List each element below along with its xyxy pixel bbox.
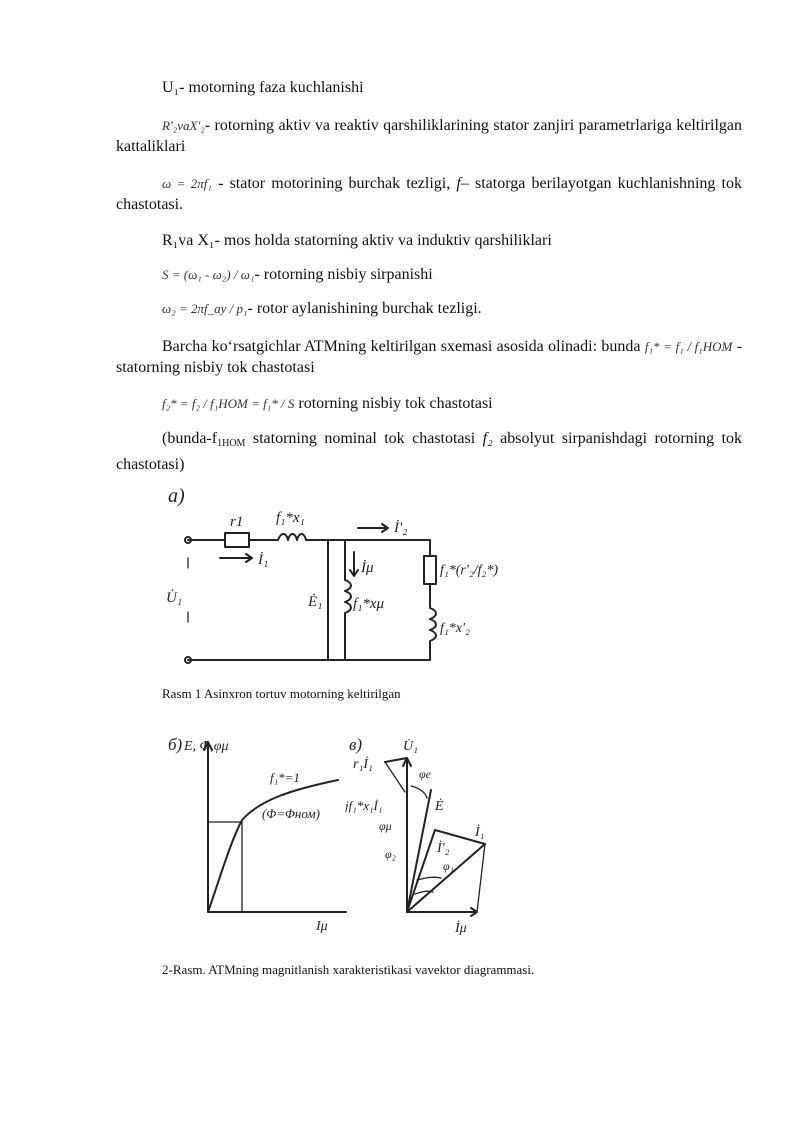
axis-x-label: Iμ bbox=[316, 919, 328, 934]
arrow-imu bbox=[350, 552, 358, 576]
paragraph-bunda bbox=[116, 428, 742, 475]
text-slip: - rotorning nisbiy sirpanishi bbox=[254, 266, 433, 283]
label-vec-r1i1: r₁İ₁ bbox=[353, 757, 373, 772]
vector-imu bbox=[407, 908, 477, 916]
text-omega2: - rotor aylanishining burchak tezligi. bbox=[247, 300, 482, 317]
vector-jfx bbox=[385, 762, 405, 792]
paragraph-f2-rel bbox=[116, 393, 742, 414]
paragraph-r1-x1 bbox=[116, 230, 742, 251]
label-vec-jfx: jf₁*x₁İ₁ bbox=[345, 798, 383, 813]
vector-i1-projection bbox=[477, 844, 485, 912]
caption-figure2: 2-Rasm. ATMning magnitlanish xarakteristikasi vavektor diagrammasi. bbox=[162, 962, 535, 977]
text-f2-rel: rotorning nisbiy tok chastotasi bbox=[294, 395, 493, 412]
label-i2: İ'₂ bbox=[394, 520, 408, 536]
text-bunda-a: (bunda-f bbox=[162, 430, 218, 447]
formula-slip: S = (ω₁ - ω₂) / ω₁ bbox=[162, 267, 255, 282]
label-vec-e: Ė bbox=[435, 799, 444, 814]
fig2v-panel-label: в) bbox=[349, 735, 363, 754]
figure-vector-diagram bbox=[345, 728, 505, 938]
figure-magnetization-curve bbox=[160, 728, 350, 938]
label-fr2: f₁*(r'₂/f₂*) bbox=[440, 563, 499, 578]
text-f1-rel: - statorning nisbiy tok chastotasi bbox=[116, 338, 743, 376]
caption-figure1: Rasm 1 Asinxron tortuv motorning keltirilgan bbox=[162, 686, 401, 701]
fig2b-panel-label: б) bbox=[168, 735, 183, 754]
figure-equivalent-circuit bbox=[160, 480, 520, 670]
resistor-r2 bbox=[424, 556, 436, 584]
text-u1: U₁- motorning faza kuchlanishi bbox=[162, 79, 364, 96]
label-phi-e: φe bbox=[419, 767, 431, 781]
text-omega: - stator motorining burchak tezligi, bbox=[211, 175, 457, 192]
text-barcha: Barcha ko‘rsatgichlar ATMning keltirilgan sxemasi asosida olinadi: bunda bbox=[162, 338, 641, 355]
paragraph-u1 bbox=[116, 77, 742, 98]
paragraph-slip bbox=[116, 264, 742, 285]
text-bunda-sub: 1HOM bbox=[217, 438, 246, 449]
fig1-panel-label: a) bbox=[168, 485, 185, 507]
vector-r1i1 bbox=[385, 758, 407, 762]
label-phi1: φ₁ bbox=[443, 859, 454, 873]
paragraph-r2-x2 bbox=[116, 115, 742, 157]
label-vec-i2: İ'₂ bbox=[437, 841, 450, 856]
label-imu: İμ bbox=[361, 560, 374, 576]
text-omega-f: f bbox=[456, 175, 461, 192]
inductor-xmu bbox=[345, 540, 351, 660]
label-vec-i1: İ₁ bbox=[475, 825, 485, 840]
arrow-i1 bbox=[220, 554, 252, 562]
arc-phi-e bbox=[411, 786, 427, 798]
paragraph-barcha bbox=[116, 336, 742, 378]
label-i1: İ₁ bbox=[258, 552, 269, 568]
label-vec-imu: İμ bbox=[455, 921, 467, 936]
text-omega-rest: – statorga berilayotgan kuchlanishning tok chastotasi. bbox=[116, 175, 742, 213]
curve-label-f1: f₁*=1 bbox=[270, 770, 300, 785]
formula-f1-rel: f₁* = f₁ / f₁НОМ bbox=[644, 339, 733, 354]
arc-phi1 bbox=[417, 877, 441, 880]
formula-omega2: ω₂ = 2πf_ay / p₁ bbox=[162, 301, 248, 316]
label-u1: U̇₁ bbox=[166, 590, 183, 606]
resistor-r1 bbox=[225, 533, 249, 547]
label-phi2: φ₂ bbox=[385, 847, 396, 861]
label-r1: r1 bbox=[230, 514, 244, 530]
inductor-x2 bbox=[430, 584, 436, 660]
magnetization-curve bbox=[208, 780, 338, 912]
formula-f2-rel: f₂* = f₂ / f₁НОМ = f₁* / S bbox=[162, 396, 295, 411]
label-e1: Ė₁ bbox=[308, 594, 323, 610]
label-vec-u1: U̇₁ bbox=[403, 739, 418, 754]
arrow-i2 bbox=[358, 524, 388, 532]
paragraph-omega bbox=[116, 173, 742, 215]
label-fx2: f₁*x'₂ bbox=[440, 621, 470, 636]
text-bunda-c: absolyut sirpanishdagi rotorning tok chastotasi) bbox=[116, 430, 743, 473]
label-phi-mu: φμ bbox=[379, 819, 392, 833]
curve-label-phi: (Φ=Φном) bbox=[262, 806, 320, 821]
label-fx1: f₁*x₁ bbox=[276, 510, 305, 526]
axis-y-label: E, Φ,φμ bbox=[184, 739, 229, 754]
paragraph-omega2 bbox=[116, 298, 742, 319]
text-r2-x2: - rotorning aktiv va reaktiv qarshiliklarining stator zanjiri parametrlariga keltirilgan kattaliklari bbox=[116, 117, 742, 155]
text-r1-x1: R₁va X₁- mos holda statorning aktiv va induktiv qarshiliklari bbox=[162, 232, 552, 249]
formula-r2-x2: R'₂vaX'₂ bbox=[162, 118, 205, 133]
axes bbox=[208, 742, 346, 912]
text-bunda-f2: f₂ bbox=[482, 430, 493, 447]
text-bunda-b: statorning nominal tok chastotasi bbox=[245, 430, 483, 447]
formula-omega: ω = 2πf₁ bbox=[162, 176, 212, 191]
label-fxmu: f₁*xμ bbox=[353, 596, 385, 612]
